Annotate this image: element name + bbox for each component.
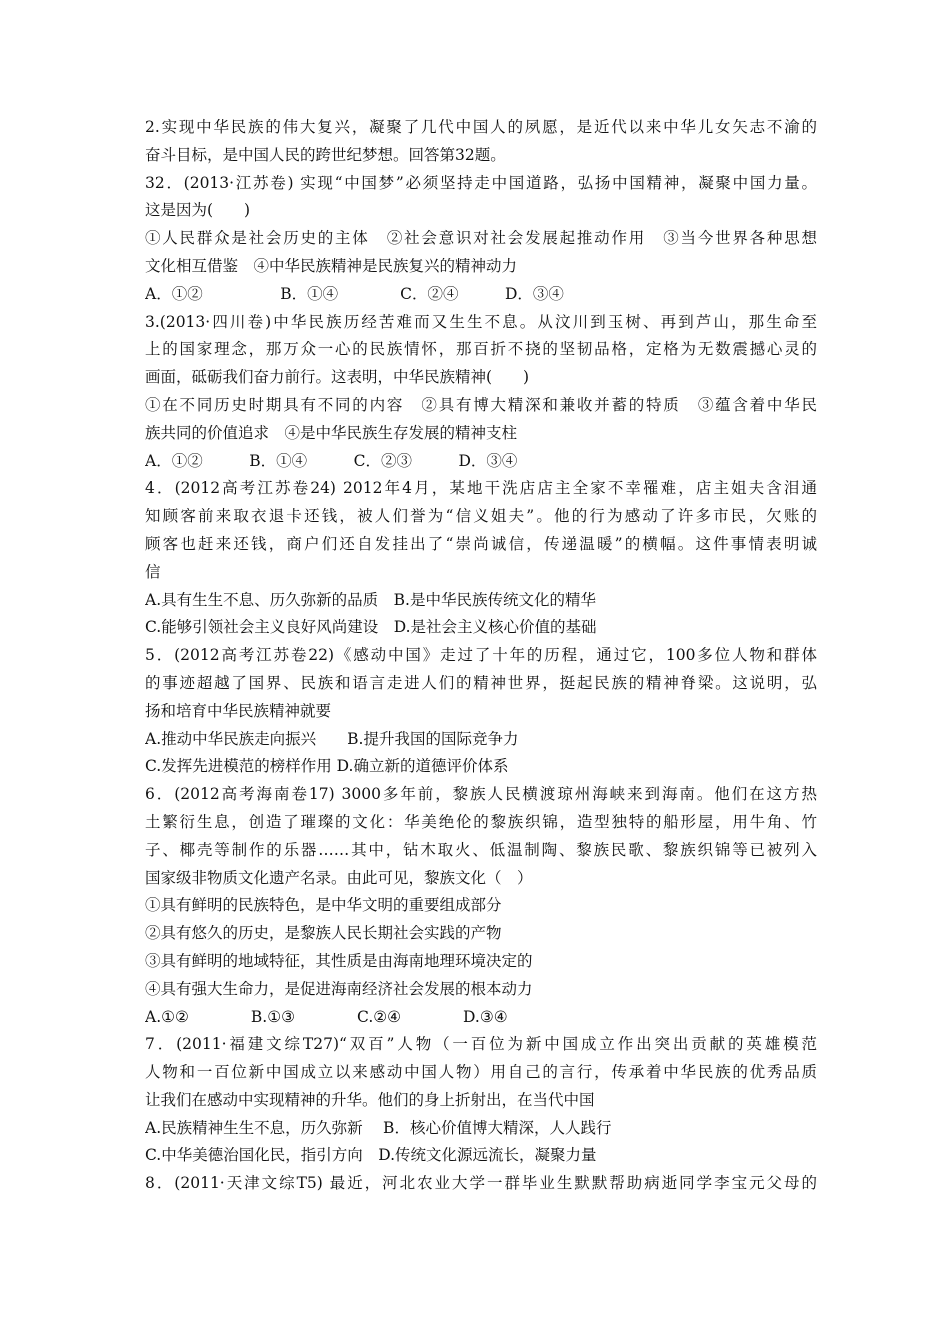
text-line: 8．(2011·天津文综T5) 最近，河北农业大学一群毕业生默默帮助病逝同学李宝元父母的 xyxy=(145,1174,817,1193)
text-line: ②具有悠久的历史，是黎族人民长期社会实践的产物 xyxy=(145,924,502,943)
text-line: 国家级非物质文化遗产名录。由此可见，黎族文化（ ） xyxy=(145,868,533,887)
text-line: ①具有鲜明的民族特色，是中华文明的重要组成部分 xyxy=(145,896,502,915)
text-line: 顾客也赶来还钱，商户们还自发挂出了“崇尚诚信，传递温暖”的横幅。这件事情表明诚 xyxy=(145,534,817,553)
text-line: A.具有生生不息、历久弥新的品质 B.是中华民族传统文化的精华 xyxy=(145,590,596,609)
text-line: 5．(2012高考江苏卷22)《感动中国》走过了十年的历程，通过它，100多位人物和群体 xyxy=(145,646,817,665)
text-line: 这是因为( ) xyxy=(145,201,251,220)
text-line: 子、椰壳等制作的乐器……其中，钻木取火、低温制陶、黎族民歌、黎族织锦等已被列入 xyxy=(145,840,817,859)
text-line: 上的国家理念，那万众一心的民族情怀，那百折不挠的坚韧品格，定格为无数震撼心灵的 xyxy=(145,340,817,359)
text-line: A．①② B．①④ C．②③ D．③④ xyxy=(145,451,518,470)
text-line: 信 xyxy=(145,562,161,581)
document-body xyxy=(145,114,817,1198)
text-line: 扬和培育中华民族精神就要 xyxy=(145,701,332,720)
text-line: A.推动中华民族走向振兴 B.提升我国的国际竞争力 xyxy=(145,729,519,748)
text-line: 奋斗目标，是中国人民的跨世纪梦想。回答第32题。 xyxy=(145,145,506,164)
text-line: A.民族精神生生不息，历久弥新 B．核心价值博大精深，人人践行 xyxy=(145,1118,612,1137)
text-line: 土繁衍生息，创造了璀璨的文化：华美绝伦的黎族织锦，造型独特的船形屋，用牛角、竹 xyxy=(145,812,817,831)
text-line: 3.(2013·四川卷)中华民族历经苦难而又生生不息。从汶川到玉树、再到芦山，那生命至 xyxy=(145,312,817,331)
text-line: 6．(2012高考海南卷17) 3000多年前，黎族人民横渡琼州海峡来到海南。他们在这方热 xyxy=(145,785,817,804)
text-line: 7．(2011·福建文综T27)“双百”人物（一百位为新中国成立作出突出贡献的英雄模范 xyxy=(145,1035,817,1054)
text-line: ①在不同历史时期具有不同的内容 ②具有博大精深和兼收并蓄的特质 ③蕴含着中华民 xyxy=(145,395,817,414)
text-line: A.①② B.①③ C.②④ D.③④ xyxy=(145,1007,508,1026)
text-line: 画面，砥砺我们奋力前行。这表明，中华民族精神( ) xyxy=(145,368,530,387)
text-line: 知顾客前来取衣退卡还钱，被人们誉为“信义姐夫”。他的行为感动了许多市民，欠账的 xyxy=(145,507,817,526)
text-line: ①人民群众是社会历史的主体 ②社会意识对社会发展起推动作用 ③当今世界各种思想 xyxy=(145,229,817,248)
text-line: 2.实现中华民族的伟大复兴，凝聚了几代中国人的夙愿，是近代以来中华儿女矢志不渝的 xyxy=(145,118,817,136)
text-line: A．①② B．①④ C．②④ D．③④ xyxy=(145,284,564,303)
text-line: C.中华美德治国化民，指引方向 D.传统文化源远流长，凝聚力量 xyxy=(145,1146,597,1165)
text-line: 32．(2013·江苏卷) 实现“中国梦”必须坚持走中国道路，弘扬中国精神，凝聚中国力量。 xyxy=(145,173,817,192)
text-line: 族共同的价值追求 ④是中华民族生存发展的精神支柱 xyxy=(145,423,518,442)
text-line: 人物和一百位新中国成立以来感动中国人物）用自己的言行，传承着中华民族的优秀品质 xyxy=(145,1063,817,1082)
text-line: 4．(2012高考江苏卷24) 2012年4月，某地干洗店店主全家不幸罹难，店主姐夫含泪通 xyxy=(145,479,817,498)
text-line: 让我们在感动中实现精神的升华。他们的身上折射出，在当代中国 xyxy=(145,1090,595,1109)
text-line: C.能够引领社会主义良好风尚建设 D.是社会主义核心价值的基础 xyxy=(145,618,597,637)
text-line: 文化相互借鉴 ④中华民族精神是民族复兴的精神动力 xyxy=(145,256,518,275)
text-line: ③具有鲜明的地域特征，其性质是由海南地理环境决定的 xyxy=(145,951,533,970)
text-line: C.发挥先进模范的榜样作用 D.确立新的道德评价体系 xyxy=(145,757,509,776)
text-line: ④具有强大生命力，是促进海南经济社会发展的根本动力 xyxy=(145,979,533,998)
text-line: 的事迹超越了国界、民族和语言走进人们的精神世界，挺起民族的精神脊梁。这说明，弘 xyxy=(145,673,817,692)
